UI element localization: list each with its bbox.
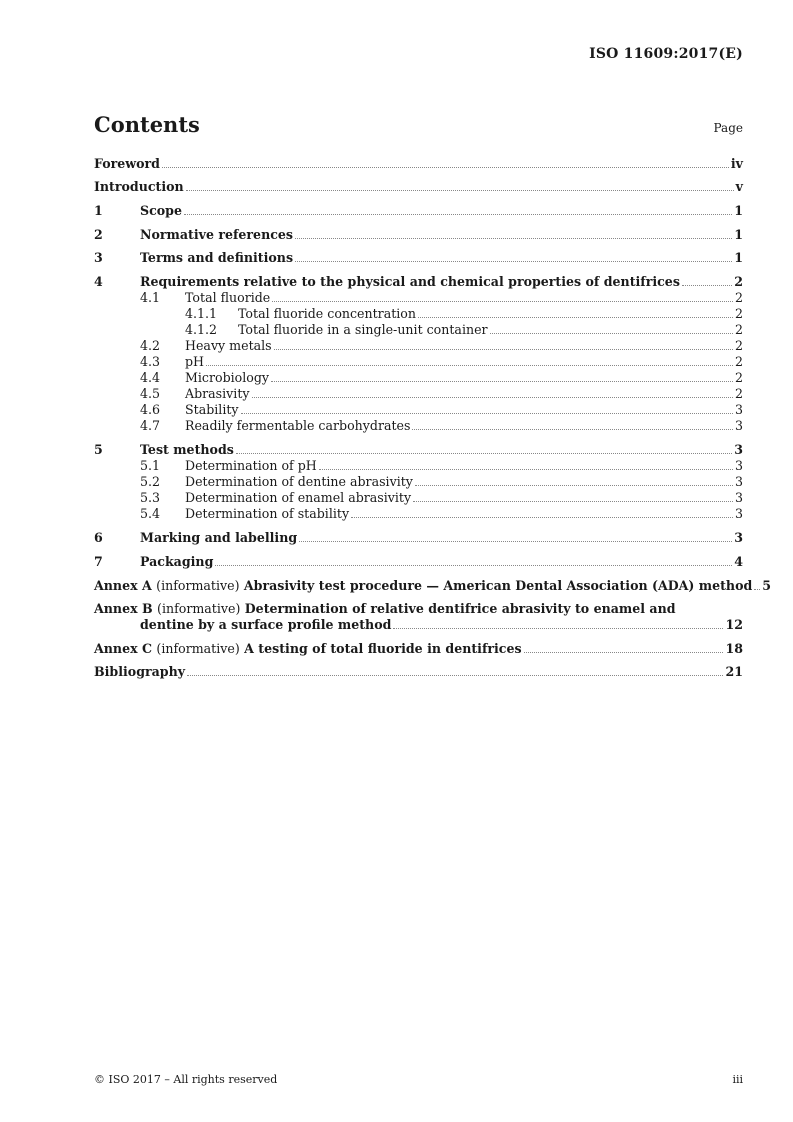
toc-entry-5-1[interactable] <box>94 458 743 474</box>
toc-number: 4.3 <box>140 354 161 369</box>
toc-annex-label: Annex C <box>94 641 153 656</box>
toc-entry-packaging[interactable] <box>94 554 743 570</box>
toc-entry-terms-definitions[interactable] <box>94 250 743 266</box>
toc-number: 4.1.1 <box>185 306 218 321</box>
toc-entry-4-1-2[interactable] <box>94 322 743 338</box>
toc-page: 21 <box>725 664 743 679</box>
toc-title: Foreword <box>94 156 160 171</box>
page-footer <box>94 1073 743 1086</box>
toc-number: 3 <box>94 250 103 265</box>
toc-title: Requirements relative to the physical and chemical properties of dentifrices <box>140 274 680 289</box>
toc-page: 3 <box>734 442 743 457</box>
toc-page: 2 <box>734 274 743 289</box>
toc-title: Determination of enamel abrasivity <box>185 490 412 505</box>
toc-number: 4.1 <box>140 290 161 305</box>
leader-dots <box>295 261 732 262</box>
leader-dots <box>754 589 760 590</box>
toc-entry-5-3[interactable] <box>94 490 743 506</box>
toc-entry-scope[interactable] <box>94 203 743 219</box>
page-title: Contents <box>94 112 200 137</box>
toc-title: Readily fermentable carbohydrates <box>185 418 411 433</box>
toc-page: 1 <box>734 250 743 265</box>
copyright-notice: © ISO 2017 – All rights reserved <box>94 1073 278 1086</box>
contents-header <box>94 112 743 137</box>
leader-dots <box>271 381 733 382</box>
toc-title: Test methods <box>140 442 234 457</box>
toc-page: 2 <box>734 290 743 305</box>
toc-page: 12 <box>725 617 743 632</box>
toc-number: 5 <box>94 442 103 457</box>
leader-dots <box>393 628 723 629</box>
toc-title: A testing of total fluoride in dentifrices <box>244 641 522 656</box>
toc-page: 3 <box>734 474 743 489</box>
leader-dots <box>351 517 733 518</box>
toc-title: Total fluoride <box>185 290 271 305</box>
toc-annex-note: (informative) <box>156 641 240 656</box>
leader-dots <box>299 541 732 542</box>
toc-number: 4 <box>94 274 103 289</box>
toc-annex-note: (informative) <box>157 601 241 616</box>
toc-page: 3 <box>734 418 743 433</box>
leader-dots <box>524 652 724 653</box>
toc-title: Marking and labelling <box>140 530 298 545</box>
toc-entry-4-1[interactable] <box>94 290 743 306</box>
toc-number: 5.4 <box>140 506 161 521</box>
toc-number: 7 <box>94 554 103 569</box>
toc-entry-5-4[interactable] <box>94 506 743 522</box>
leader-dots <box>319 469 733 470</box>
leader-dots <box>272 301 733 302</box>
toc-number: 4.4 <box>140 370 161 385</box>
toc-title: Total fluoride concentration <box>238 306 416 321</box>
table-of-contents <box>94 156 772 680</box>
leader-dots <box>187 675 723 676</box>
toc-title: Terms and definitions <box>140 250 294 265</box>
toc-page: 3 <box>734 506 743 521</box>
toc-number: 4.6 <box>140 402 161 417</box>
toc-page: 2 <box>734 386 743 401</box>
leader-dots <box>252 397 733 398</box>
leader-dots <box>412 429 733 430</box>
document-id: ISO 11609:2017(E) <box>589 46 743 62</box>
toc-page: iv <box>730 156 743 171</box>
toc-number: 2 <box>94 227 103 242</box>
toc-page: 2 <box>734 322 743 337</box>
leader-dots <box>274 349 733 350</box>
toc-annex-b-second-line <box>94 617 743 633</box>
toc-entry-4-1-1[interactable] <box>94 306 743 322</box>
toc-page: 5 <box>762 578 772 593</box>
toc-number: 5.3 <box>140 490 161 505</box>
toc-entry-marking-labelling[interactable] <box>94 530 743 546</box>
leader-dots <box>418 317 733 318</box>
page-column-label: Page <box>713 121 743 135</box>
toc-number: 4.7 <box>140 418 161 433</box>
leader-dots <box>236 453 732 454</box>
leader-dots <box>162 167 729 168</box>
toc-entry-annex-c[interactable] <box>94 641 743 657</box>
leader-dots <box>184 214 732 215</box>
leader-dots <box>413 501 733 502</box>
toc-entry-test-methods[interactable] <box>94 442 743 458</box>
toc-number: 4.5 <box>140 386 161 401</box>
toc-title-continued: dentine by a surface profile method <box>140 617 392 632</box>
toc-page: 4 <box>734 554 743 569</box>
toc-page: 2 <box>734 306 743 321</box>
page-number: iii <box>732 1073 743 1086</box>
toc-entry-normative-references[interactable] <box>94 227 743 243</box>
toc-title: pH <box>185 354 205 369</box>
toc-entry-annex-a[interactable] <box>94 578 772 594</box>
toc-page: 1 <box>734 203 743 218</box>
toc-entry-bibliography[interactable] <box>94 664 743 680</box>
toc-number: 4.1.2 <box>185 322 218 337</box>
leader-dots <box>206 365 733 366</box>
toc-title: Determination of stability <box>185 506 350 521</box>
toc-title: Abrasivity test procedure — American Dental Association (ADA) method <box>243 578 753 593</box>
toc-page: 2 <box>734 370 743 385</box>
toc-entry-4-3[interactable] <box>94 354 743 370</box>
toc-title: Scope <box>140 203 182 218</box>
toc-annex-label: Annex B <box>94 601 153 616</box>
toc-title: Packaging <box>140 554 214 569</box>
toc-title: Total fluoride in a single-unit container <box>238 322 488 337</box>
leader-dots <box>490 333 733 334</box>
toc-number: 6 <box>94 530 103 545</box>
toc-page: 3 <box>734 458 743 473</box>
toc-entry-4-7[interactable] <box>94 418 743 434</box>
toc-title: Stability <box>185 402 239 417</box>
toc-title: Bibliography <box>94 664 186 679</box>
leader-dots <box>415 485 733 486</box>
leader-dots <box>295 238 732 239</box>
toc-entry-5-2[interactable] <box>94 474 743 490</box>
toc-entry-4-6[interactable] <box>94 402 743 418</box>
toc-title: Determination of pH <box>185 458 317 473</box>
toc-page: v <box>735 179 743 194</box>
toc-entry-4-5[interactable] <box>94 386 743 402</box>
toc-title: Normative references <box>140 227 294 242</box>
toc-title: Introduction <box>94 179 184 194</box>
toc-number: 5.2 <box>140 474 161 489</box>
toc-entry-requirements[interactable] <box>94 274 743 290</box>
toc-page: 2 <box>734 354 743 369</box>
leader-dots <box>241 413 733 414</box>
toc-page: 1 <box>734 227 743 242</box>
toc-number: 5.1 <box>140 458 161 473</box>
toc-annex-note: (informative) <box>156 578 240 593</box>
leader-dots <box>215 565 732 566</box>
toc-number: 4.2 <box>140 338 161 353</box>
toc-page: 3 <box>734 490 743 505</box>
toc-annex-label: Annex A <box>94 578 152 593</box>
toc-title: Abrasivity <box>185 386 250 401</box>
toc-page: 18 <box>725 641 743 656</box>
toc-number: 1 <box>94 203 103 218</box>
toc-title: Determination of dentine abrasivity <box>185 474 413 489</box>
toc-entry-introduction[interactable] <box>94 179 743 195</box>
leader-dots <box>682 285 732 286</box>
toc-page: 3 <box>734 402 743 417</box>
toc-page: 2 <box>734 338 743 353</box>
leader-dots <box>186 190 734 191</box>
toc-entry-4-2[interactable] <box>94 338 743 354</box>
toc-entry-annex-b[interactable] <box>94 601 743 633</box>
toc-entry-4-4[interactable] <box>94 370 743 386</box>
toc-title: Microbiology <box>185 370 270 385</box>
toc-annex-b-first-line <box>94 601 743 617</box>
toc-entry-foreword[interactable] <box>94 156 743 172</box>
toc-title: Determination of relative dentifrice abrasivity to enamel and <box>244 601 676 616</box>
toc-title: Heavy metals <box>185 338 272 353</box>
toc-page: 3 <box>734 530 743 545</box>
